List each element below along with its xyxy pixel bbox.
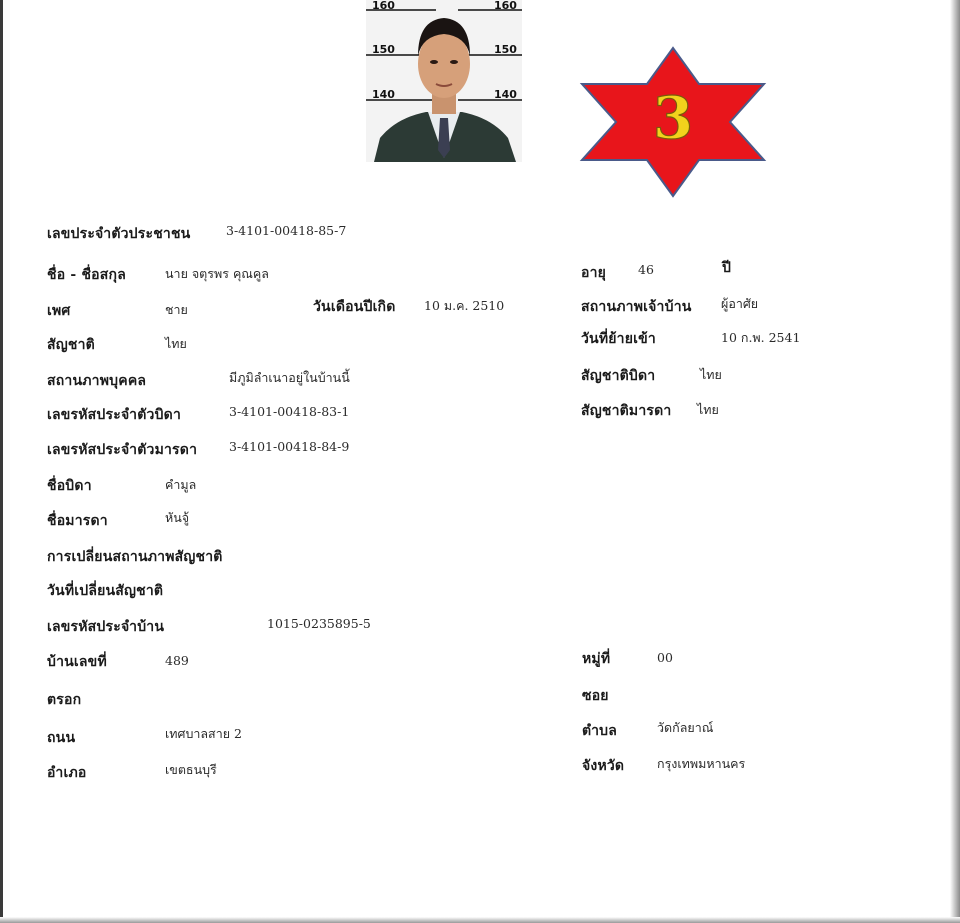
father-name-value: คำมูล (165, 477, 197, 492)
scale-mark-left-140: 140 (372, 88, 395, 101)
scale-mark-right-160: 160 (494, 0, 517, 12)
road-value: เทศบาลสาย 2 (165, 726, 242, 741)
age-value: 46 (638, 262, 654, 277)
village-number-label: หมู่ที่ (582, 651, 611, 667)
nationality-change-label: การเปลี่ยนสถานภาพสัญชาติ (47, 549, 223, 565)
mother-name-label: ชื่อมารดา (47, 513, 108, 529)
mother-id-value: 3-4101-00418-84-9 (229, 439, 350, 454)
alley-label: ตรอก (47, 692, 82, 708)
father-id-label: เลขรหัสประจำตัวบิดา (47, 407, 182, 423)
badge-number: 3 (652, 84, 694, 152)
move-in-date-label: วันที่ย้ายเข้า (581, 331, 656, 347)
personal-status-label: สถานภาพบุคคล (47, 373, 147, 389)
father-name-label: ชื่อบิดา (47, 478, 92, 494)
scale-mark-right-140: 140 (494, 88, 517, 101)
house-number-value: 489 (165, 653, 189, 668)
birth-date-label: วันเดือนปีเกิด (313, 299, 396, 315)
nationality-value: ไทย (165, 336, 187, 351)
scale-mark-right-150: 150 (494, 43, 517, 56)
personal-status-value: มีภูมิลำเนาอยู่ในบ้านนี้ (229, 370, 350, 385)
road-label: ถนน (47, 730, 76, 746)
page-left-border (0, 0, 3, 923)
district-value: เขตธนบุรี (165, 762, 217, 777)
page-bottom-shadow (0, 917, 960, 923)
nationality-change-date-label: วันที่เปลี่ยนสัญชาติ (47, 583, 164, 599)
id-number-label: เลขประจำตัวประชาชน (47, 226, 191, 242)
father-id-value: 3-4101-00418-83-1 (229, 404, 350, 419)
birth-date-value: 10 ม.ค. 2510 (424, 298, 505, 313)
page-right-shadow (950, 0, 960, 923)
house-code-value: 1015-0235895-5 (267, 616, 371, 631)
sex-value: ชาย (165, 302, 188, 317)
full-name-label: ชื่อ - ชื่อสกุล (47, 267, 126, 283)
mother-id-label: เลขรหัสประจำตัวมารดา (47, 442, 198, 458)
subdistrict-value: วัดกัลยาณ์ (657, 720, 714, 735)
move-in-date-value: 10 ก.พ. 2541 (721, 330, 801, 345)
province-value: กรุงเทพมหานคร (657, 756, 746, 771)
householder-status-label: สถานภาพเจ้าบ้าน (581, 299, 692, 315)
mother-nationality-label: สัญชาติมารดา (581, 403, 672, 419)
householder-status-value: ผู้อาศัย (721, 296, 759, 311)
house-code-label: เลขรหัสประจำบ้าน (47, 619, 165, 635)
mother-name-value: หันจู้ (165, 510, 190, 525)
mother-nationality-value: ไทย (697, 402, 719, 417)
sex-label: เพศ (47, 303, 71, 319)
district-label: อำเภอ (47, 765, 87, 781)
nationality-label: สัญชาติ (47, 337, 95, 353)
mugshot-photo (366, 0, 522, 162)
scale-mark-left-150: 150 (372, 43, 395, 56)
house-number-label: บ้านเลขที่ (47, 654, 107, 670)
father-nationality-label: สัญชาติบิดา (581, 368, 656, 384)
age-label: อายุ (581, 265, 607, 281)
age-unit: ปี (722, 260, 732, 276)
province-label: จังหวัด (582, 758, 625, 774)
soi-label: ซอย (582, 688, 609, 704)
father-nationality-value: ไทย (700, 367, 722, 382)
badge-star (578, 46, 768, 198)
scale-mark-left-160: 160 (372, 0, 395, 12)
full-name-value: นาย จตุรพร คุณคูล (165, 266, 269, 281)
subdistrict-label: ตำบล (582, 723, 618, 739)
village-number-value: 00 (657, 650, 673, 665)
id-number-value: 3-4101-00418-85-7 (226, 223, 347, 238)
